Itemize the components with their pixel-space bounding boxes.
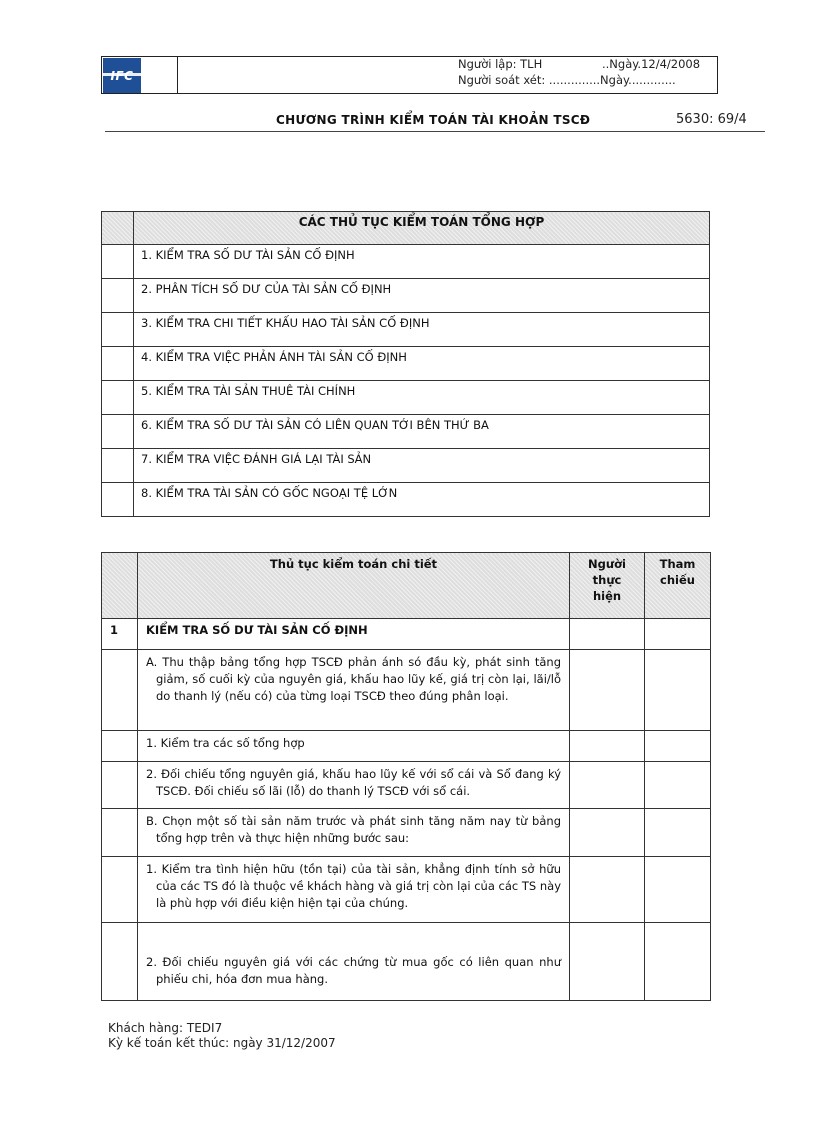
prepared-date: ..Ngày.12/4/2008: [602, 57, 701, 71]
summary-item: 1. KIỂM TRA SỐ DƯ TÀI SẢN CỐ ĐỊNH: [134, 245, 710, 279]
company-logo: IFC: [103, 58, 141, 93]
reference-cell: [645, 809, 711, 857]
table-row: [102, 347, 710, 381]
reference-cell: [645, 857, 711, 923]
footer: [108, 1021, 336, 1051]
marker-cell: [102, 245, 134, 279]
table-row: [102, 762, 711, 809]
section-number: 1: [102, 619, 138, 650]
marker-cell: [102, 483, 134, 517]
reference-header: [645, 553, 711, 619]
header-divider: [177, 56, 178, 94]
summary-heading: CÁC THỦ TỤC KIỂM TOÁN TỔNG HỢP: [134, 212, 710, 245]
marker-cell: [102, 313, 134, 347]
marker-cell: [102, 415, 134, 449]
table-row: [102, 483, 710, 517]
summary-item: 5. KIỂM TRA TÀI SẢN THUÊ TÀI CHÍNH: [134, 381, 710, 415]
summary-item: 4. KIỂM TRA VIỆC PHẢN ÁNH TÀI SẢN CỐ ĐỊNH: [134, 347, 710, 381]
section-title: KIỂM TRA SỐ DƯ TÀI SẢN CỐ ĐỊNH: [138, 619, 570, 650]
performer-cell: [570, 809, 645, 857]
procedure-cell: [138, 731, 570, 762]
prepared-by: Người lập: TLH: [458, 57, 543, 71]
detail-procedures-table: [101, 552, 711, 1001]
procedure-cell: [138, 809, 570, 857]
marker-cell: [102, 381, 134, 415]
procedure-header: Thủ tục kiểm toán chi tiết: [138, 553, 570, 619]
table-row: [102, 279, 710, 313]
summary-item: 8. KIỂM TRA TÀI SẢN CÓ GỐC NGOẠI TỆ LỚN: [134, 483, 710, 517]
performer-cell: [570, 857, 645, 923]
performer-cell: [570, 731, 645, 762]
table-row: [102, 650, 711, 731]
reference-cell: [645, 762, 711, 809]
procedure-cell: [138, 762, 570, 809]
reference-cell: [645, 619, 711, 650]
table-row: [102, 809, 711, 857]
reference-header-line: Tham: [659, 557, 696, 571]
table-row: [102, 857, 711, 923]
footer-period: Kỳ kế toán kết thúc: ngày 31/12/2007: [108, 1036, 336, 1050]
procedure-cell: [138, 923, 570, 1001]
reviewed-by: Người soát xét: ..............Ngày.............: [458, 73, 676, 87]
table-row: [102, 449, 710, 483]
number-cell: [102, 809, 138, 857]
performer-cell: [570, 762, 645, 809]
table-row: [102, 313, 710, 347]
procedure-text: B. Chọn một số tài sản năm trước và phát sinh tăng năm nay từ bảng tổng hợp trên và thực hiện những bước sau:: [146, 814, 561, 845]
reference-cell: [645, 650, 711, 731]
table-header-row: [102, 212, 710, 245]
performer-cell: [570, 650, 645, 731]
table-row: [102, 923, 711, 1001]
table-row: [102, 731, 711, 762]
marker-cell: [102, 279, 134, 313]
table-row: [102, 381, 710, 415]
performer-header-line: Người: [588, 557, 626, 571]
summary-item: 6. KIỂM TRA SỐ DƯ TÀI SẢN CÓ LIÊN QUAN TỚI BÊN THỨ BA: [134, 415, 710, 449]
marker-cell: [102, 212, 134, 245]
procedure-text: 2. Đối chiếu nguyên giá với các chứng từ mua gốc có liên quan như phiếu chi, hóa đơn mua hàng.: [146, 955, 561, 986]
procedure-text: 1. Kiểm tra các số tổng hợp: [146, 736, 305, 750]
section-row: [102, 619, 711, 650]
summary-item: 3. KIỂM TRA CHI TIẾT KHẤU HAO TÀI SẢN CỐ ĐỊNH: [134, 313, 710, 347]
procedure-cell: [138, 857, 570, 923]
table-header-row: [102, 553, 711, 619]
performer-cell: [570, 923, 645, 1001]
table-row: [102, 245, 710, 279]
title-rule: [105, 131, 765, 132]
number-header: [102, 553, 138, 619]
summary-item: 7. KIỂM TRA VIỆC ĐÁNH GIÁ LẠI TÀI SẢN: [134, 449, 710, 483]
marker-cell: [102, 347, 134, 381]
reference-cell: [645, 731, 711, 762]
reference-cell: [645, 923, 711, 1001]
performer-header-line: thực: [592, 573, 622, 587]
marker-cell: [102, 449, 134, 483]
performer-header: [570, 553, 645, 619]
number-cell: [102, 731, 138, 762]
procedure-text: A. Thu thập bảng tổng hợp TSCĐ phản ánh só đầu kỳ, phát sinh tăng giảm, số cuối kỳ của nguyên giá, khấu hao lũy kế, giá trị còn lại, lãi/lỗ do thanh lý (nếu có) của từng loại TSCĐ theo đúng phân loại.: [146, 655, 561, 703]
number-cell: [102, 650, 138, 731]
procedure-text: 2. Đối chiếu tổng nguyên giá, khấu hao lũy kế với sổ cái và Sổ đang ký TSCĐ. Đối chiếu số lãi (lỗ) do thanh lý TSCĐ với sổ cái.: [146, 767, 561, 798]
table-row: [102, 415, 710, 449]
footer-client: Khách hàng: TEDI7: [108, 1021, 223, 1035]
page-title: CHƯƠNG TRÌNH KIỂM TOÁN TÀI KHOẢN TSCĐ: [276, 113, 591, 127]
number-cell: [102, 857, 138, 923]
performer-header-line: hiện: [592, 589, 622, 603]
number-cell: [102, 923, 138, 1001]
procedure-cell: [138, 650, 570, 731]
procedure-text: 1. Kiểm tra tình hiện hữu (tồn tại) của tài sản, khẳng định tính sở hữu của các TS đó là thuộc về khách hàng và giá trị còn lại của các TS này là phù hợp với điều kiện hiện tại của chúng.: [146, 862, 561, 910]
summary-item: 2. PHÂN TÍCH SỐ DƯ CỦA TÀI SẢN CỐ ĐỊNH: [134, 279, 710, 313]
document-code: 5630: 69/4: [676, 112, 747, 127]
reference-header-line: chiếu: [660, 573, 695, 587]
number-cell: [102, 762, 138, 809]
performer-cell: [570, 619, 645, 650]
summary-procedures-table: [101, 211, 710, 517]
